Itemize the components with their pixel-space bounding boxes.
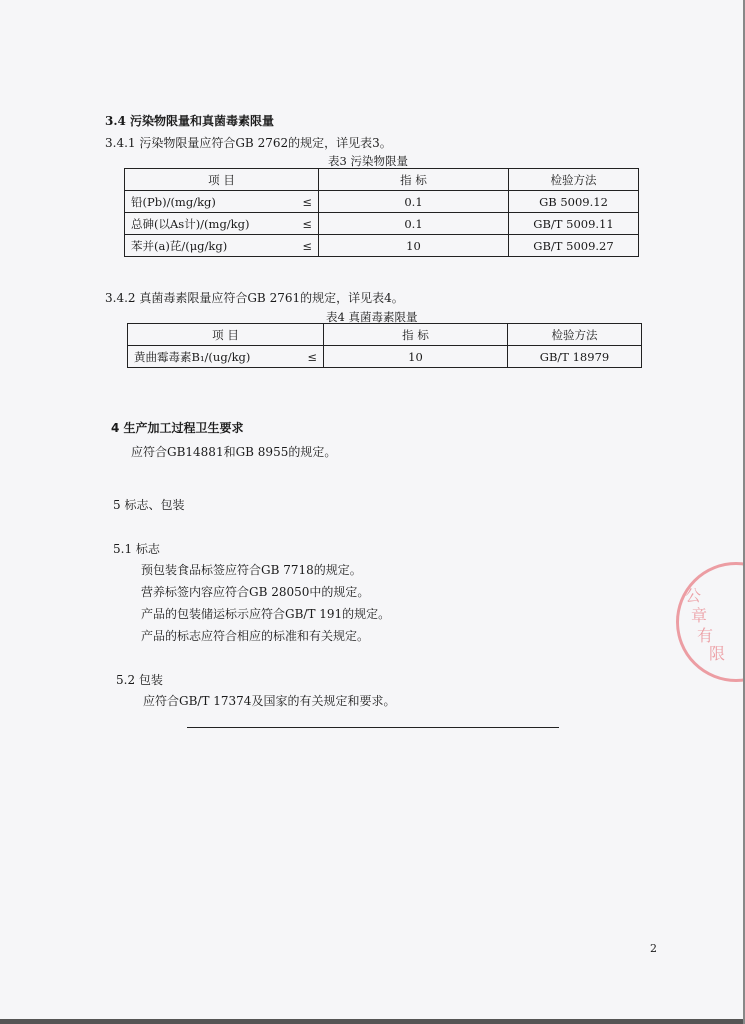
table4-header-value: 指 标	[324, 324, 508, 346]
item-label: 黄曲霉毒素B₁/(ug/kg)	[134, 349, 251, 364]
table-row	[128, 346, 642, 368]
table3-cell-method: GB/T 5009.27	[509, 235, 639, 257]
section-5-1-line: 产品的包装储运标示应符合GB/T 191的规定。	[141, 607, 391, 621]
item-label: 铅(Pb)/(mg/kg)	[131, 194, 216, 209]
table3-cell-method: GB/T 5009.11	[509, 213, 639, 235]
table3-cell-value: 0.1	[319, 191, 509, 213]
le-symbol: ≤	[302, 238, 312, 253]
table3-cell-method: GB 5009.12	[509, 191, 639, 213]
table3-cell-item	[125, 235, 319, 257]
table3-caption: 表3 污染物限量	[328, 154, 408, 168]
table4-header-row	[128, 324, 642, 346]
stamp-char: 公	[685, 586, 702, 605]
item-label: 总砷(以As计)/(mg/kg)	[131, 216, 250, 231]
end-rule	[187, 727, 559, 728]
section-3-4-2-text: 3.4.2 真菌毒素限量应符合GB 2761的规定，详见表4。	[105, 291, 404, 305]
stamp-char: 限	[709, 644, 726, 663]
table4-header-item: 项 目	[128, 324, 324, 346]
table3-header-item: 项 目	[125, 169, 319, 191]
table-row	[125, 213, 639, 235]
table3-cell-item	[125, 191, 319, 213]
company-seal-stamp	[676, 562, 745, 682]
section-5-1-line: 产品的标志应符合相应的标准和有关规定。	[141, 629, 370, 643]
table4-header-method: 检验方法	[508, 324, 642, 346]
table3-cell-value: 0.1	[319, 213, 509, 235]
section-5-1-line: 营养标签内容应符合GB 28050中的规定。	[141, 585, 370, 599]
table3-header-method: 检验方法	[509, 169, 639, 191]
table3-cell-value: 10	[319, 235, 509, 257]
section-5-1-heading: 5.1 标志	[113, 542, 160, 556]
section-3-4-1-text: 3.4.1 污染物限量应符合GB 2762的规定，详见表3。	[105, 136, 392, 150]
table4	[127, 323, 642, 368]
table3-header-value: 指 标	[319, 169, 509, 191]
section-4-heading: 4 生产加工过程卫生要求	[111, 421, 244, 435]
item-label: 苯并(a)芘/(μg/kg)	[131, 238, 228, 253]
le-symbol: ≤	[302, 194, 312, 209]
scan-edge-bottom	[0, 1019, 745, 1024]
section-5-1-line: 预包装食品标签应符合GB 7718的规定。	[141, 563, 362, 577]
section-5-2-heading: 5.2 包装	[116, 673, 163, 687]
stamp-char: 章	[691, 606, 708, 625]
table4-cell-value: 10	[324, 346, 508, 368]
table3-cell-item	[125, 213, 319, 235]
section-5-heading: 5 标志、包装	[113, 498, 185, 512]
section-4-text: 应符合GB14881和GB 8955的规定。	[131, 445, 337, 459]
table4-cell-item	[128, 346, 324, 368]
table3	[124, 168, 639, 257]
table3-header-row	[125, 169, 639, 191]
stamp-char: 有	[697, 626, 714, 645]
le-symbol: ≤	[302, 216, 312, 231]
section-5-2-text: 应符合GB/T 17374及国家的有关规定和要求。	[143, 694, 396, 708]
table4-cell-method: GB/T 18979	[508, 346, 642, 368]
table-row	[125, 191, 639, 213]
table4-caption: 表4 真菌毒素限量	[326, 310, 418, 324]
section-3-4-heading: 3.4 污染物限量和真菌毒素限量	[105, 114, 275, 128]
table-row	[125, 235, 639, 257]
le-symbol: ≤	[307, 349, 317, 364]
page-number: 2	[650, 942, 657, 955]
